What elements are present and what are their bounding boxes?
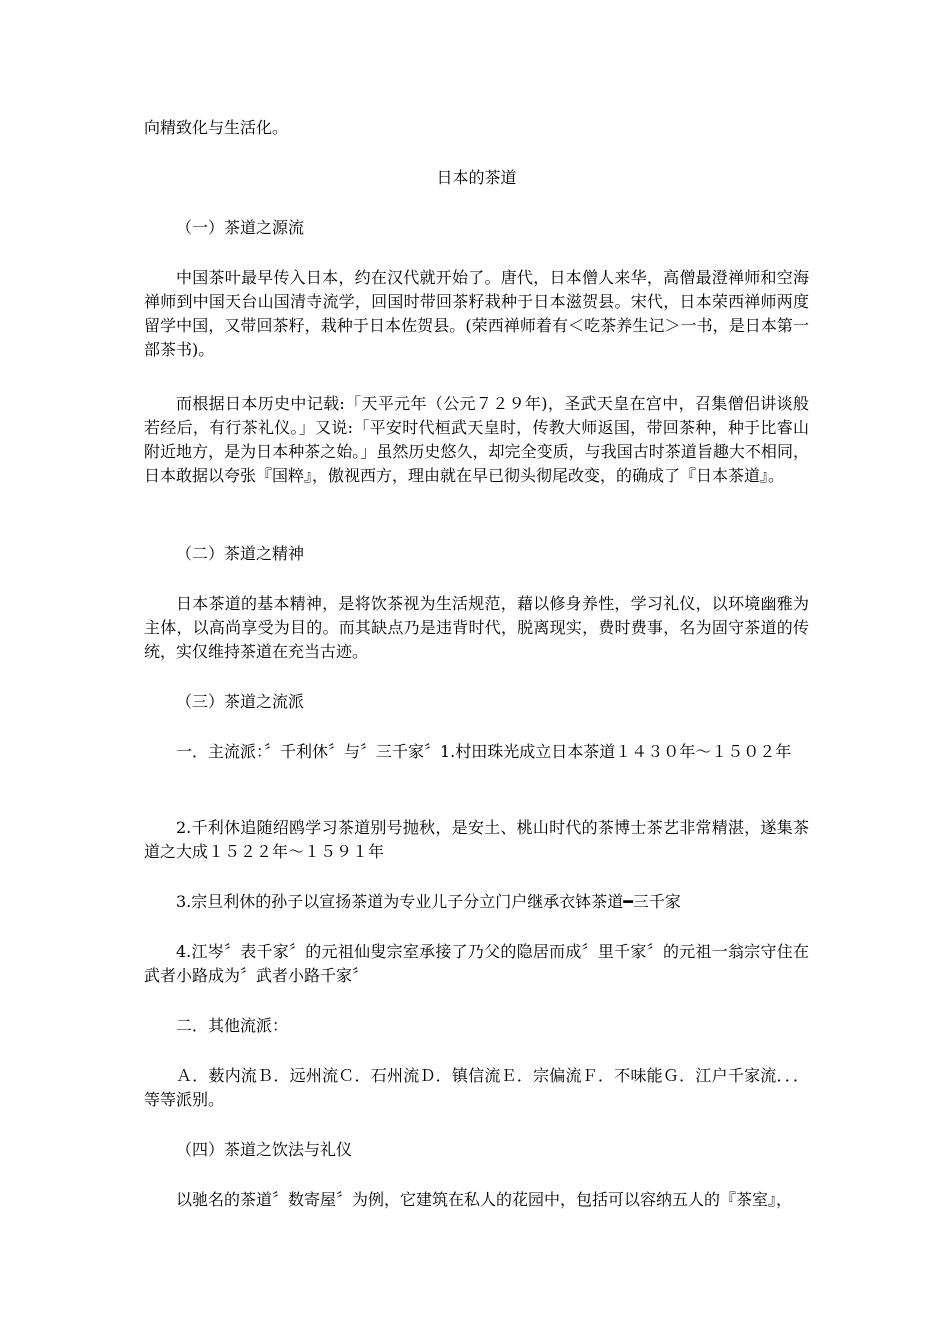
paragraph-three-senke: 4.江岑〞表千家〞的元祖仙叟宗室承接了乃父的隐居而成〞里千家〞的元祖一翁宗守住在武者小路成为〞武者小路千家〞 [144,942,809,985]
continuation-line: 向精致化与生活化。 [144,118,289,137]
paragraph-main-school: 一．主流派：〞千利休〞与〞三千家〞1.村田珠光成立日本茶道１４３０年～１５０２年 [176,742,792,761]
paragraph-historical-record: 而根据日本历史中记载:「天平元年（公元７２９年)，圣武天皇在宫中，召集僧侣讲谈般若经后，有行茶礼仪。」又说:「平安时代桓武天皇时，传教大师返国，带回茶种，种于比睿山附近地方，是为日本种茶之始。」虽然历史悠久，却完全变质，与我国古时茶道旨趣大不相同，日本敢据以夸张『国粹』，傲视西方，理由就在早已彻头彻尾改变，的确成了『日本茶道』。 [144,394,809,485]
paragraph-sen-no-rikyu: 2.千利休追随绍鸥学习茶道别号抛秋，是安土、桃山时代的茶博士茶艺非常精湛，遂集茶道之大成１５２２年～１５９１年 [144,818,809,861]
section-title: 日本的茶道 [436,168,517,187]
paragraph-origin-history: 中国茶叶最早传入日本，约在汉代就开始了。唐代，日本僧人来华，高僧最澄禅师和空海禅师到中国天台山国清寺流学，回国时带回茶籽栽种于日本滋贺县。宋代，日本荣西禅师两度留学中国，又带回茶籽，栽种于日本佐贺县。(荣西禅师着有＜吃茶养生记＞一书，是日本第一部茶书)。 [144,268,809,359]
subsection-heading-origin: （一）茶道之源流 [176,218,305,237]
subsection-heading-etiquette: （四）茶道之饮法与礼仪 [176,1140,353,1159]
paragraph-other-schools-list: Ａ．薮内流Ｂ．远州流Ｃ．石州流Ｄ．镇信流Ｅ．宗偏流Ｆ．不味能Ｇ．江户千家流．．．等等派别。 [144,1066,809,1109]
paragraph-sotan: 3.宗旦利休的孙子以宣扬茶道为专业儿子分立门户继承衣钵茶道━三千家 [176,892,681,911]
paragraph-sukiya: 以驰名的茶道〞数寄屋〞为例，它建筑在私人的花园中，包括可以容纳五人的『茶室』， [176,1190,793,1209]
paragraph-spirit: 日本茶道的基本精神，是将饮茶视为生活规范，藉以修身养性，学习礼仪，以环境幽雅为主体，以高尚享受为目的。而其缺点乃是违背时代，脱离现实，费时费事，名为固守茶道的传统，实仅维持茶道在充当古迹。 [144,594,809,661]
subsection-heading-schools: （三）茶道之流派 [176,692,305,711]
subsection-heading-other-schools: 二．其他流派： [176,1016,289,1035]
subsection-heading-spirit: （二）茶道之精神 [176,544,305,563]
